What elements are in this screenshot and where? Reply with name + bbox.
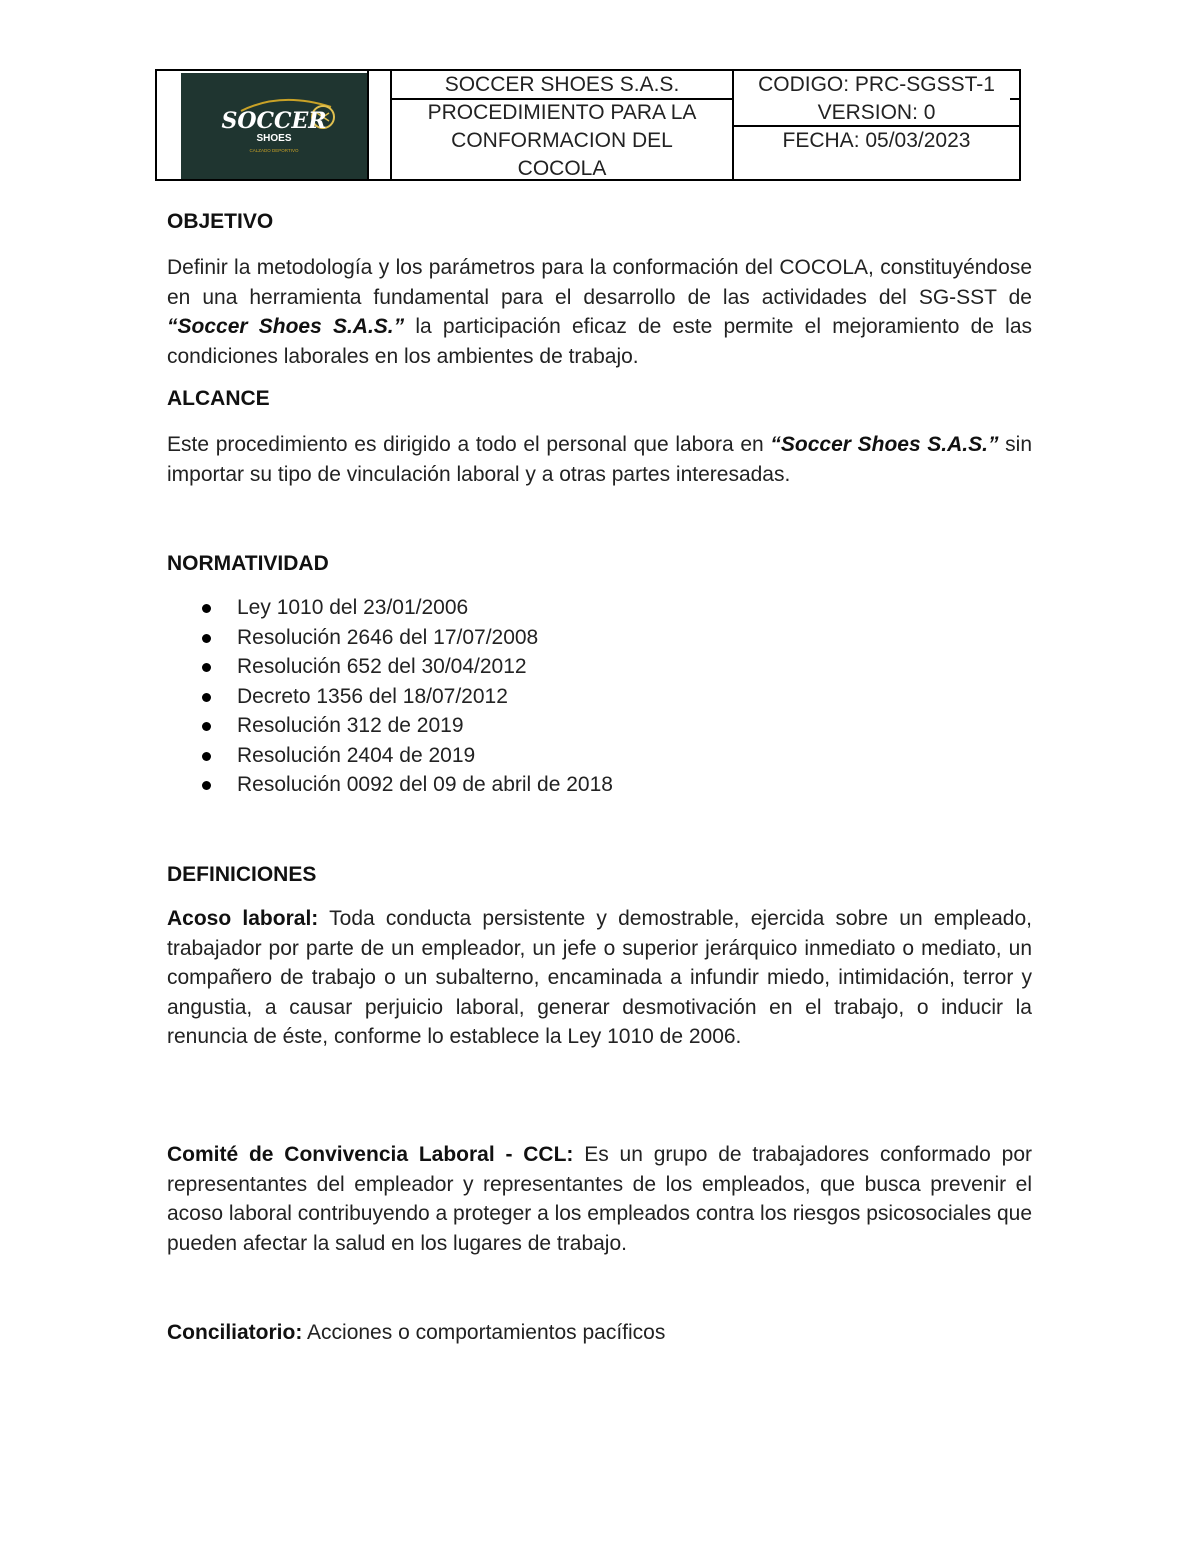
objetivo-text: Definir la metodología y los parámetros para la conformación del COCOLA, constituyéndose en una herramienta fundamental para el desarrollo de las actividades del SG-SST de — [167, 256, 1032, 309]
definition-text: Toda conducta persistente y demostrable, ejercida sobre un empleado, trabajador por parte de un empleador, un jefe o superior jerárquico inmediato o mediato, un compañero de trabajo o un subalterno, encaminada a infundir miedo, intimidación, terror y angustia, a causar perjuicio laboral, generar desmotivación en el trabajo, o inducir la renuncia de éste, conforme lo establece la Ley 1010 de 2006. — [167, 907, 1032, 1048]
document-header-table — [155, 69, 1021, 181]
definiciones-title: DEFINICIONES — [167, 863, 317, 886]
normatividad-title: NORMATIVIDAD — [167, 552, 329, 575]
company-logo — [181, 73, 367, 179]
company-reference: “Soccer Shoes S.A.S.” — [167, 315, 405, 338]
list-item: Decreto 1356 del 18/07/2012 — [167, 682, 613, 712]
alcance-text: Este procedimiento es dirigido a todo el personal que labora en — [167, 433, 771, 456]
definition-term: Conciliatorio: — [167, 1321, 303, 1344]
objetivo-title: OBJETIVO — [167, 210, 274, 233]
document-code: CODIGO: PRC-SGSST-1 — [758, 73, 995, 96]
document-version: VERSION: 0 — [817, 101, 936, 124]
list-item: Ley 1010 del 23/01/2006 — [167, 593, 613, 623]
procedure-title: PROCEDIMIENTO PARA LA CONFORMACION DEL COCOLA — [427, 101, 697, 180]
normatividad-list — [167, 593, 613, 800]
logo-tagline: CALZADO DEPORTIVO — [249, 148, 299, 153]
definition-ccl — [167, 1140, 1032, 1258]
list-item: Resolución 0092 del 09 de abril de 2018 — [167, 770, 613, 800]
soccer-shoes-logo-icon — [181, 73, 367, 179]
definition-acoso-laboral — [167, 904, 1032, 1052]
list-item: Resolución 312 de 2019 — [167, 711, 613, 741]
definition-conciliatorio — [167, 1318, 1032, 1348]
objetivo-text: la participación eficaz de este permite el mejoramiento de las condiciones laborales en los ambientes de trabajo. — [167, 315, 1032, 368]
list-item: Resolución 2646 del 17/07/2008 — [167, 623, 613, 653]
alcance-paragraph — [167, 430, 1032, 489]
company-reference: “Soccer Shoes S.A.S.” — [770, 433, 999, 456]
list-item: Resolución 2404 de 2019 — [167, 741, 613, 771]
alcance-title: ALCANCE — [167, 387, 270, 410]
logo-text: SOCCER — [221, 108, 327, 134]
definition-term: Acoso laboral: — [167, 907, 319, 930]
alcance-text: sin importar su tipo de vinculación laboral y a otras partes interesadas. — [167, 433, 1032, 486]
company-name: SOCCER SHOES S.A.S. — [444, 73, 680, 96]
objetivo-paragraph — [167, 253, 1032, 371]
definition-term: Comité de Convivencia Laboral - CCL: — [167, 1143, 574, 1166]
header-divider — [367, 71, 369, 179]
document-date: FECHA: 05/03/2023 — [782, 129, 971, 152]
definition-text: Acciones o comportamientos pacíficos — [302, 1321, 666, 1344]
logo-subtext: SHOES — [256, 133, 292, 144]
definition-text: Es un grupo de trabajadores conformado por representantes del empleador y representantes de los empleados, que busca prevenir el acoso laboral contribuyendo a proteger a los empleados contra los riesgos psicosociales que pueden afectar la salud en los lugares de trabajo. — [167, 1143, 1033, 1255]
list-item: Resolución 652 del 30/04/2012 — [167, 652, 613, 682]
